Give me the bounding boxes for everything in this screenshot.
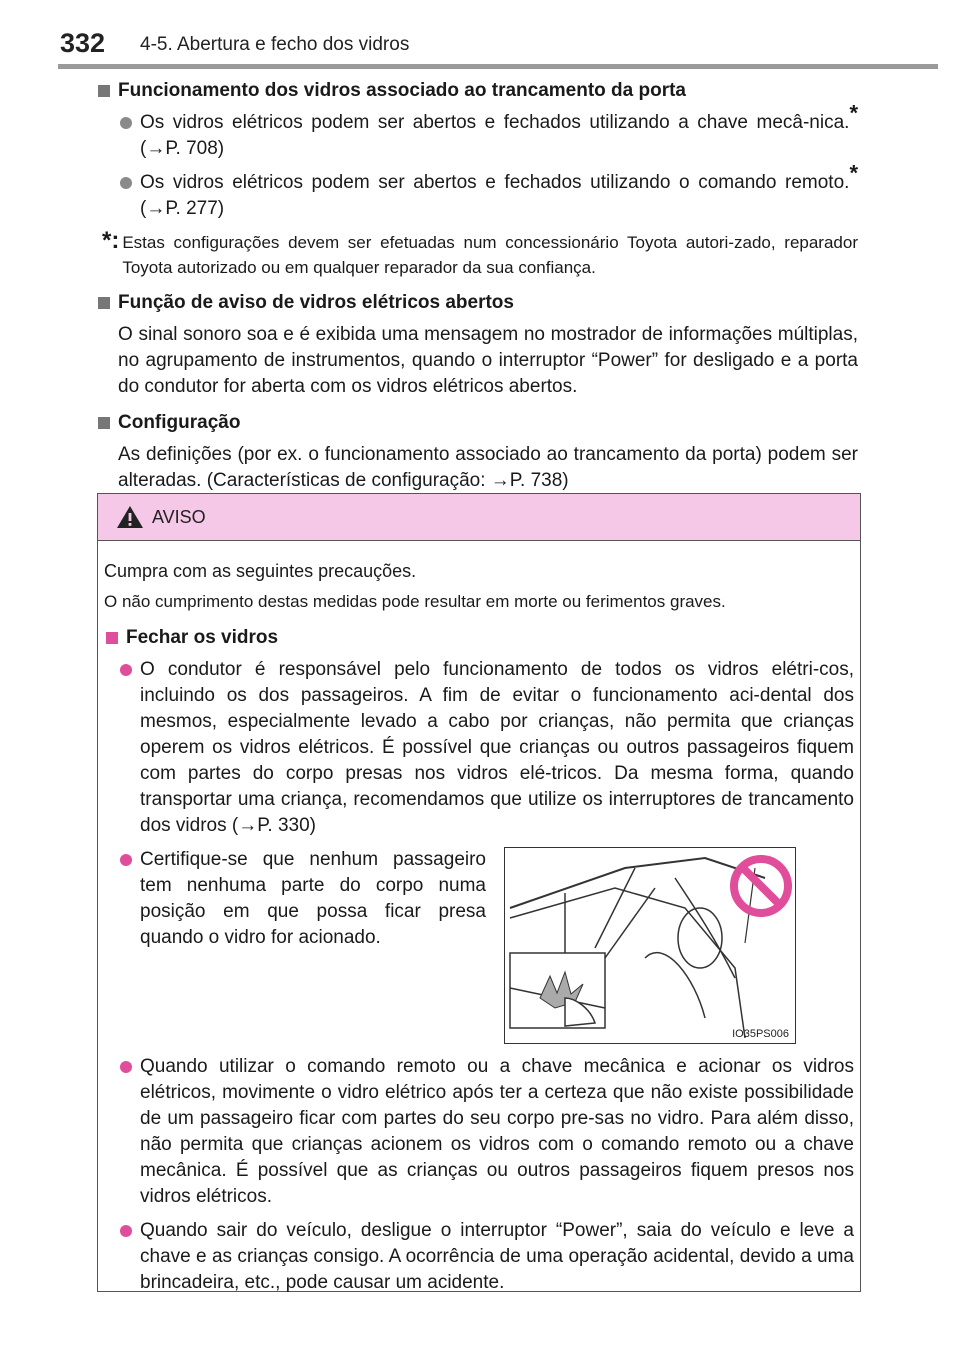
figure-code: IO35PS006 [732, 1028, 789, 1040]
figure-row [118, 847, 854, 1044]
footnote-marker: *: [102, 227, 120, 254]
bullet-dot-icon [120, 664, 132, 676]
square-bullet-icon [98, 85, 110, 97]
main-content [98, 78, 858, 504]
list-item [118, 1218, 854, 1296]
warning-intro: Cumpra com as seguintes precauções. [104, 561, 417, 581]
heading-text: Funcionamento dos vidros associado ao trancamento da porta [118, 80, 686, 101]
paragraph: As definições (por ex. o funcionamento associado ao trancamento da porta) podem ser alteradas. (Características de configuração: →P. 738) [118, 444, 858, 491]
bullet-text: O condutor é responsável pelo funcionamento de todos os vidros elétri-cos, incluindo os dos passageiros. A fim de evitar o funcionamento aci-dental dos mesmos, especialmente levado a cabo por crianças, não permita que crianças operem os vidros elétricos. É possível que crianças ou outros passageiros fiquem com partes do corpo presas nos vidros elé-tricos. Da mesma forma, quando transportar uma criança, recomendamos que utilize os interruptores de trancamento dos vidros (→P. 330) [140, 659, 854, 836]
heading-window-lock [98, 78, 858, 104]
square-bullet-icon [98, 297, 110, 309]
warning-list [104, 657, 854, 1296]
footnote-text: Estas configurações devem ser efetuadas num concessionário Toyota autori-zado, reparador Toyota autorizado ou em qualquer reparador da sua confiança. [122, 233, 858, 277]
bullet-text: Quando utilizar o comando remoto ou a chave mecânica e acionar os vidros elétricos, movimente o vidro elétrico após ter a certeza que não existe possibilidade de um passageiro ficar com partes do seu corpo pre-sas no vidro. Para além disso, não permita que crianças acionem os vidros com o comando remoto ou a chave mecânica. É possível que as crianças ou outros passageiros fiquem presos nos vidros elétricos. [140, 1056, 854, 1207]
bullet-text: Os vidros elétricos podem ser abertos e fechados utilizando a chave mecâ-nica.* (→P. 708) [140, 100, 858, 159]
footnote-star: * [849, 160, 858, 186]
warning-header [98, 494, 860, 541]
list-item [118, 657, 854, 839]
warning-body [98, 541, 860, 1296]
prohibition-icon [729, 854, 793, 918]
section-title: 4-5. Abertura e fecho dos vidros [140, 34, 410, 55]
bullet-dot-icon [120, 117, 132, 129]
page-number: 332 [60, 28, 106, 58]
bullet-dot-icon [120, 1225, 132, 1237]
warning-consequence: O não cumprimento destas medidas pode resultar em morte ou ferimentos graves. [104, 592, 726, 611]
bullet-text: Quando sair do veículo, desligue o interruptor “Power”, saia do veículo e leve a chave e as crianças consigo. A ocorrência de uma operação acidental, devido a uma brincadeira, etc., pode causar um acidente. [140, 1220, 854, 1293]
bullet-text: Certifique-se que nenhum passageiro tem nenhuma parte do corpo numa posição em que possa ficar presa quando o vidro for acionado. [140, 849, 486, 948]
warning-subheading [106, 625, 854, 651]
heading-text: Função de aviso de vidros elétricos abertos [118, 292, 514, 313]
list-item [118, 160, 858, 222]
heading-open-window-warning [98, 290, 858, 316]
square-bullet-icon [106, 632, 118, 644]
list-item [118, 1054, 854, 1210]
bullet-text: Os vidros elétricos podem ser abertos e fechados utilizando o comando remoto.* (→P. 277) [140, 160, 858, 219]
footnote-star: * [849, 100, 858, 126]
paragraph: O sinal sonoro soa e é exibida uma mensagem no mostrador de informações múltiplas, no agrupamento de instrumentos, quando o interruptor “Power” for desligado e a porta do condutor for aberta com os vidros elétricos abertos. [118, 324, 858, 397]
heading-text: Configuração [118, 412, 241, 433]
heading-configuration [98, 410, 858, 436]
bullet-dot-icon [120, 854, 132, 866]
list-item [118, 100, 858, 162]
warning-triangle-icon [116, 505, 144, 529]
square-bullet-icon [98, 417, 110, 429]
bullet-dot-icon [120, 1061, 132, 1073]
list-item [118, 847, 486, 951]
warning-label: AVISO [152, 506, 206, 527]
warning-box [97, 493, 861, 1292]
bullet-dot-icon [120, 177, 132, 189]
footnote [102, 227, 858, 280]
figure-illustration [504, 847, 796, 1044]
header-rule [58, 64, 938, 69]
heading-text: Fechar os vidros [126, 627, 279, 648]
